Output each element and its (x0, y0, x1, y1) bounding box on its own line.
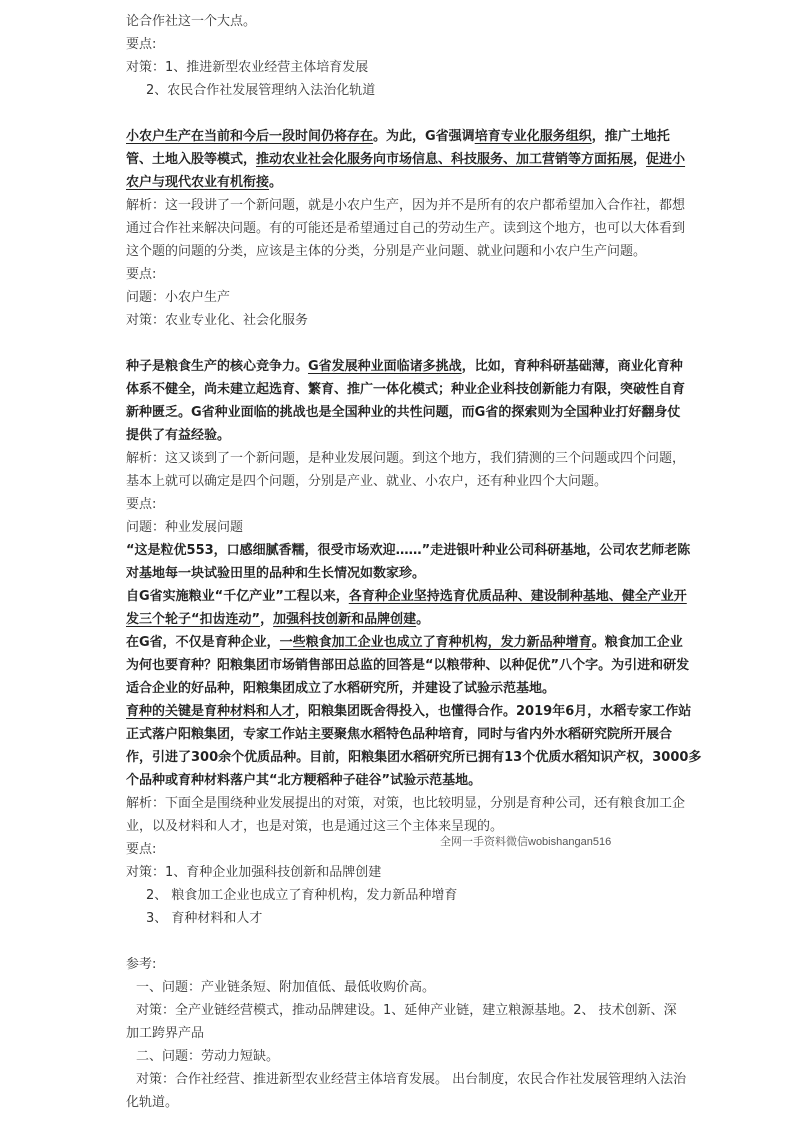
text-run: ，比如，育种科研基础薄，商业化育种 (461, 359, 683, 374)
material-line (126, 631, 683, 654)
analysis-line: 解析：下面全是围绕种业发展提出的对策，对策，也比较明显，分别是育种公司，还有粮食加工企 (126, 796, 686, 811)
text-line: 对策：1、推进新型农业经营主体培育发展 (126, 60, 369, 75)
material-line: 作，引进了300余个优质品种。目前，阳粮集团水稻研究所已拥有13个优质水稻知识产权，3000多 (126, 750, 702, 765)
material-line: 个品种或育种材料落户其“北方粳稻种子硅谷”试验示范基地。 (126, 773, 482, 788)
underlined-text: 促进小 (646, 152, 686, 167)
material-line: 新种匮乏。G省种业面临的挑战也是全国种业的共性问题，而G省的探索则为全国种业打好翻身仗 (126, 405, 681, 420)
text-run: 。 (269, 175, 283, 190)
text-line: 对策：农业专业化、社会化服务 (126, 313, 309, 328)
text-run: ， (633, 152, 647, 167)
material-line: “这是粒优553，口感细腻香糯，很受市场欢迎……”走进银叶种业公司科研基地，公司农艺师老陈 (126, 543, 691, 558)
key-points-label: 要点: (126, 37, 157, 52)
underlined-text: 培育专业化服务组织 (474, 129, 592, 144)
spacer (126, 332, 678, 355)
material-line: 体系不健全，尚未建立起选育、繁育、推广一体化模式；种业企业科技创新能力有限，突破性自育 (126, 382, 686, 397)
material-line (126, 355, 683, 378)
text-run: ，推广土地托 (591, 129, 670, 144)
text-line: 论合作社这一个大点。 (126, 14, 257, 29)
underlined-text: 小农户生产在当前和今后一段时间仍将存在 (126, 129, 374, 144)
text-line: 问题：种业发展问题 (126, 520, 244, 535)
spacer (126, 102, 678, 125)
key-points-label: 要点: (126, 497, 157, 512)
analysis-line: 这个题的问题的分类，应该是主体的分类，分别是产业问题、就业问题和小农户生产问题。 (126, 244, 647, 259)
material-line (126, 171, 678, 194)
text-run: 种子是粮食生产的核心竞争力。 (126, 359, 309, 374)
text-run: 自G省实施粮业“千亿产业”工程以来， (126, 589, 349, 604)
underlined-text: 农户与现代农业有机衔接 (126, 175, 270, 190)
text-line: 2、农民合作社发展管理纳入法治化轨道 (146, 83, 376, 98)
analysis-line: 通过合作社来解决问题。有的可能还是希望通过自己的劳动生产。读到这个地方，也可以大体看到 (126, 221, 686, 236)
text-line: 一、问题：产业链条短、附加值低、最低收购价高。 (136, 980, 436, 995)
underlined-text: 加强科技创新和品牌创建 (273, 612, 417, 627)
underlined-text: G省发展种业面临诸多挑战 (308, 359, 462, 374)
analysis-line: 解析：这又谈到了一个新问题，是种业发展问题。到这个地方，我们猜测的三个问题或四个问题， (126, 451, 686, 466)
material-paragraph (126, 355, 686, 447)
text-line: 对策：合作社经营、推进新型农业经营主体培育发展。 出台制度，农民合作社发展管理纳入法治 (136, 1072, 687, 1087)
material-line (126, 608, 678, 631)
key-points-label: 要点: (126, 842, 157, 857)
material-line (126, 700, 692, 723)
text-run: 在G省，不仅是育种企业， (126, 635, 280, 650)
material-paragraph (126, 631, 690, 700)
material-paragraph (126, 125, 686, 194)
material-paragraph (126, 700, 702, 792)
watermark-text: 全网一手资料微信wobishangan516 (440, 836, 612, 848)
text-line: 加工跨界产品 (126, 1026, 205, 1041)
underlined-text: 推动农业社会化服务向市场信息、科技服务、加工营销等方面拓展 (256, 152, 634, 167)
material-line (126, 585, 687, 608)
spacer (126, 930, 678, 953)
text-run: 管、土地入股等模式， (126, 152, 257, 167)
reference-label: 参考: (126, 957, 157, 972)
material-line: 对基地每一块试验田里的品种和生长情况如数家珍。 (126, 566, 426, 581)
underlined-text: 发三个轮子“扣齿连动” (126, 612, 261, 627)
text-run: 。为此，G省强调 (373, 129, 475, 144)
text-line: 化轨道。 (126, 1095, 179, 1110)
text-line: 3、 育种材料和人才 (146, 911, 263, 926)
text-run: ，阳粮集团既舍得投入，也懂得合作。2019年6月，水稻专家工作站 (295, 704, 692, 719)
material-line: 为何也要育种？阳粮集团市场销售部田总监的回答是“以粮带种、以种促优”八个字。为引进和研发 (126, 658, 690, 673)
material-line: 适合企业的好品种，阳粮集团成立了水稻研究所，并建设了试验示范基地。 (126, 681, 556, 696)
analysis-line: 解析：这一段讲了一个新问题，就是小农户生产，因为并不是所有的农户都希望加入合作社，都想 (126, 198, 686, 213)
text-line: 对策：全产业链经营模式，推动品牌建设。1、延伸产业链，建立粮源基地。2、 技术创新、深 (136, 1003, 677, 1018)
text-run: 。粮食加工企业 (591, 635, 683, 650)
underlined-text: 各育种企业坚持选育优质品种、建设制种基地、健全产业开 (348, 589, 687, 604)
material-line: 提供了有益经验。 (126, 428, 231, 443)
text-line: 二、问题：劳动力短缺。 (136, 1049, 280, 1064)
material-paragraph (126, 585, 687, 631)
key-points-label: 要点: (126, 267, 157, 282)
text-line: 对策：1、育种企业加强科技创新和品牌创建 (126, 865, 382, 880)
underlined-text: 育种的关键是育种材料和人才 (126, 704, 296, 719)
document-body (126, 10, 702, 1114)
text-run: ， (260, 612, 274, 627)
material-paragraph (126, 539, 691, 585)
analysis-line: 业，以及材料和人才，也是对策，也是通过这三个主体来呈现的。 (126, 819, 504, 834)
underlined-text: 一些粮食加工企业也成立了育种机构，发力新品种增育 (279, 635, 592, 650)
text-run: 。 (416, 612, 430, 627)
material-line (126, 148, 686, 171)
text-line: 2、 粮食加工企业也成立了育种机构，发力新品种增育 (146, 888, 458, 903)
text-line: 问题：小农户生产 (126, 290, 231, 305)
material-line (126, 125, 678, 148)
material-line: 正式落户阳粮集团，专家工作站主要聚焦水稻特色品种培育，同时与省内外水稻研究院所开展合 (126, 727, 673, 742)
analysis-line: 基本上就可以确定是四个问题，分别是产业、就业、小农户，还有种业四个大问题。 (126, 474, 608, 489)
